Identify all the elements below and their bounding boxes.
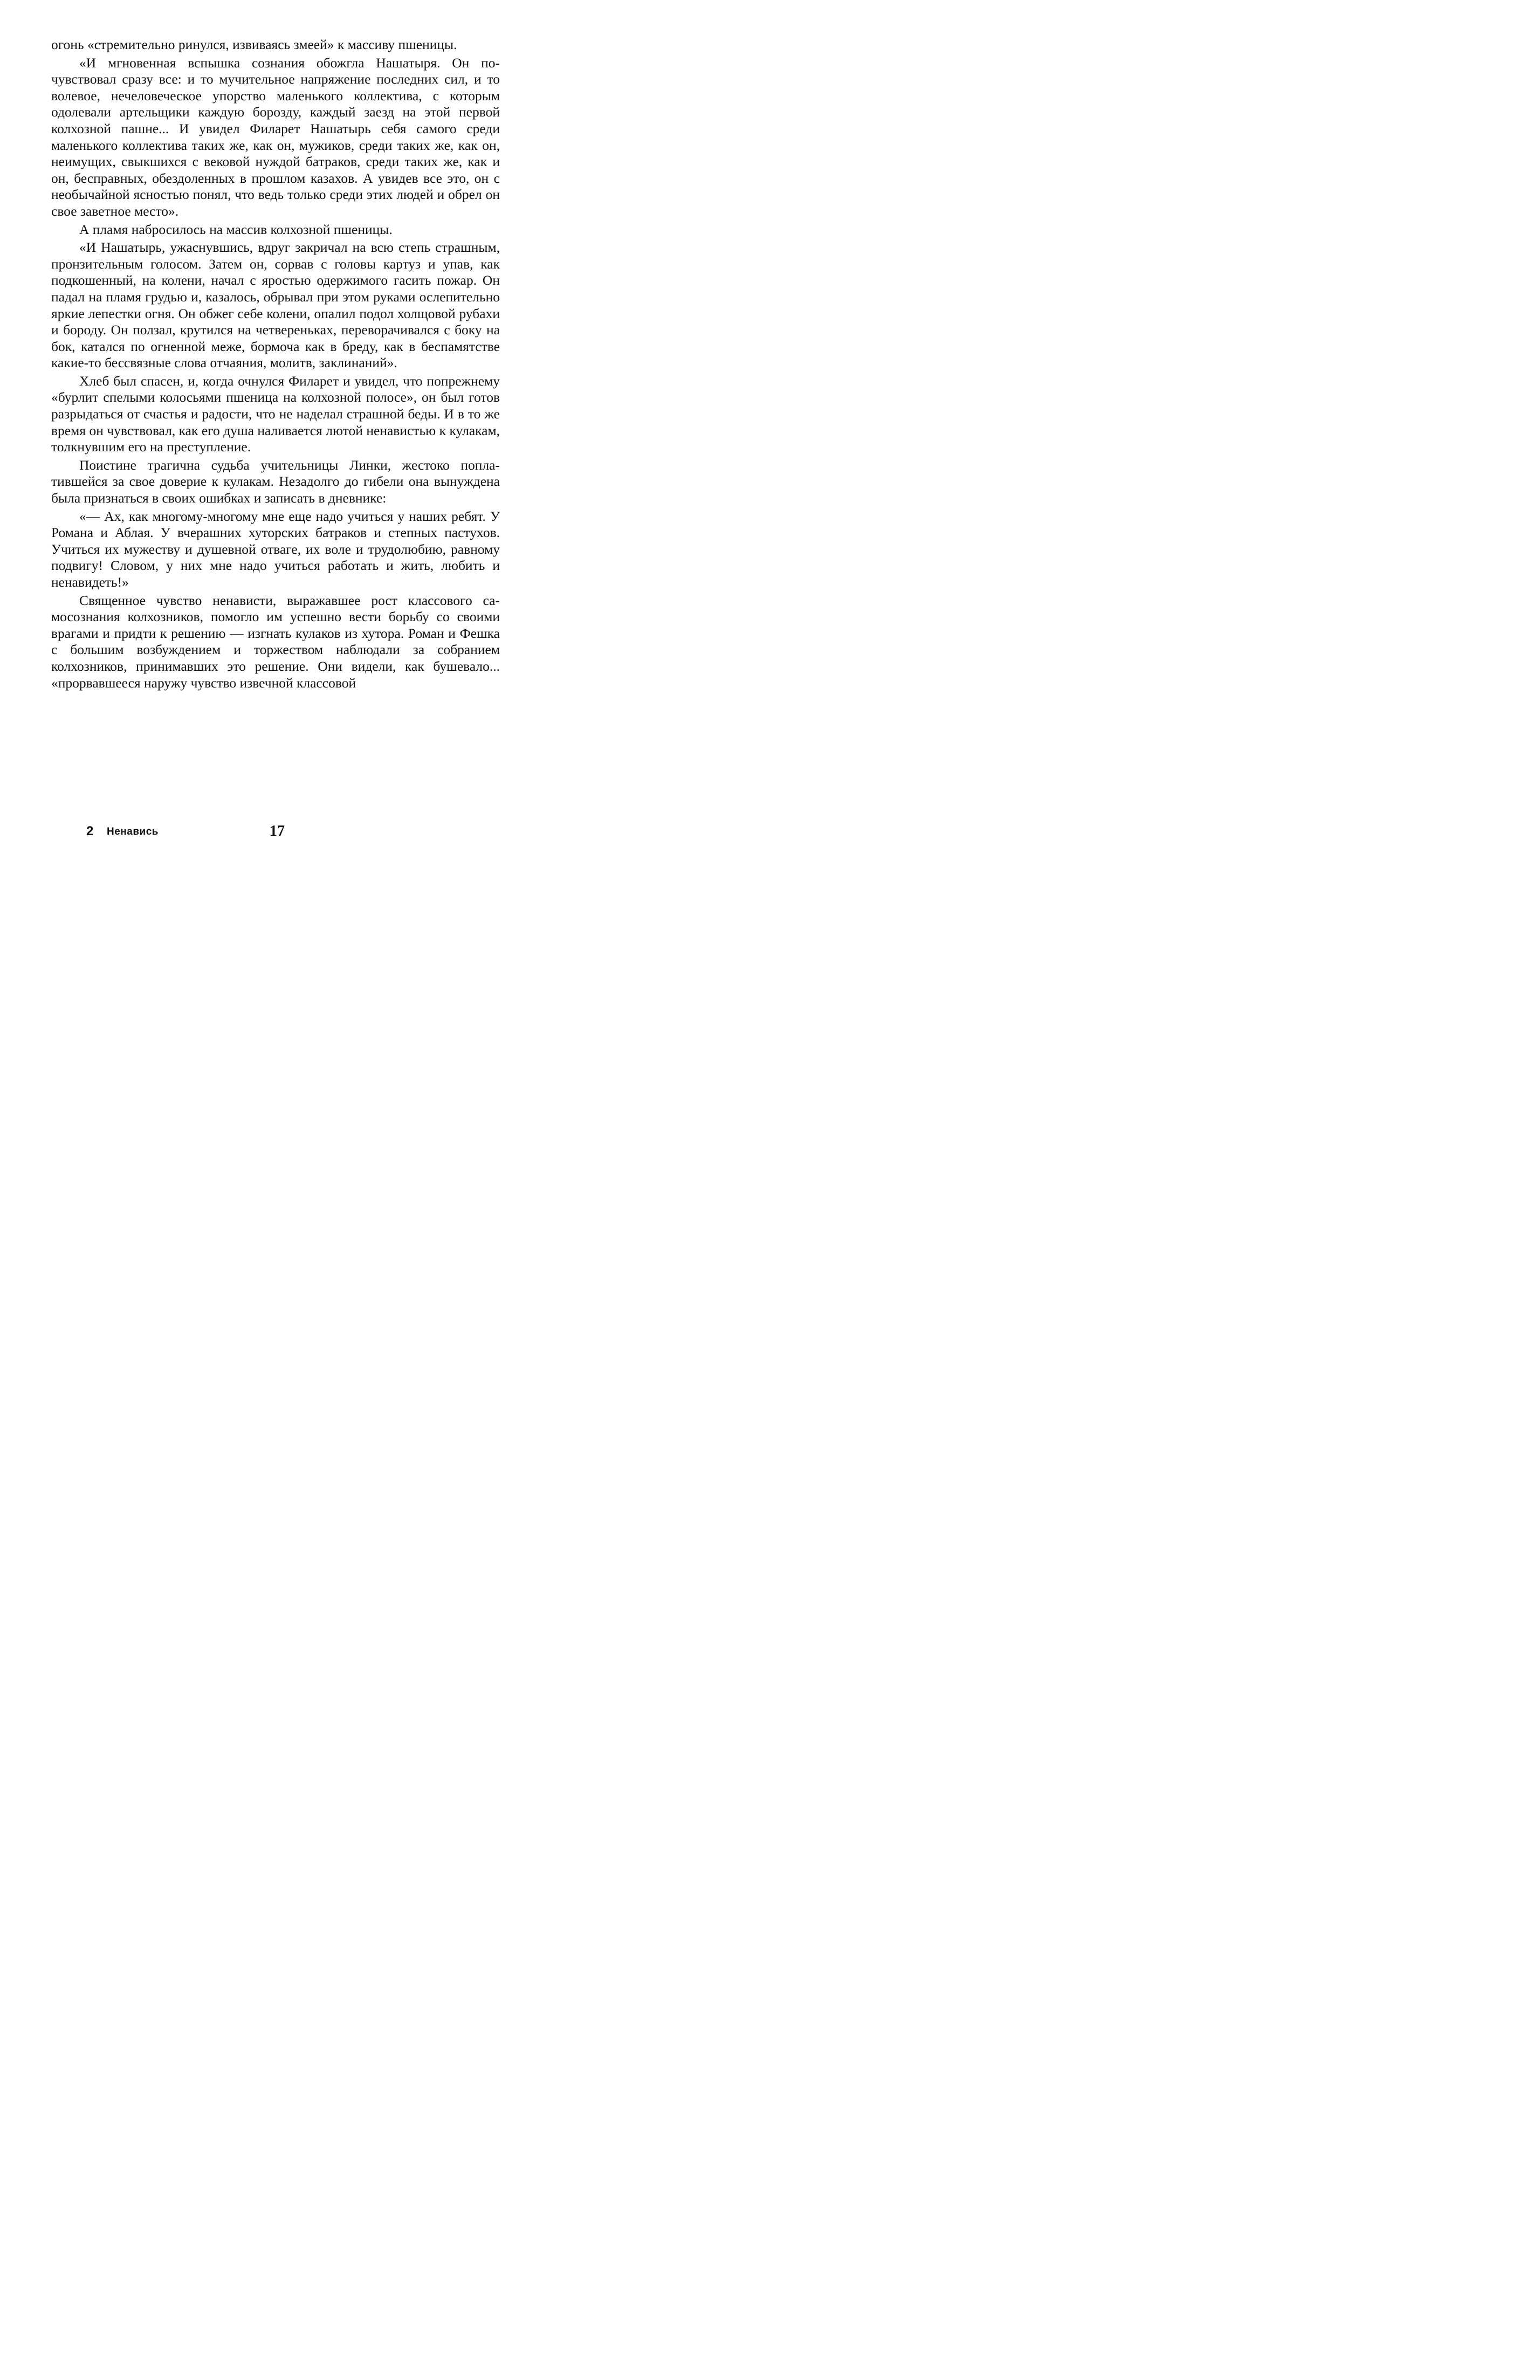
- signature-number: 2: [86, 824, 94, 838]
- signature-title: Ненавись: [107, 826, 159, 837]
- paragraph-1: огонь «стремительно ринулся, извиваясь змеей» к массиву пшеницы.: [51, 37, 457, 52]
- paragraph-3: А пламя набросилось на массив колхозной пшеницы.: [79, 221, 393, 237]
- diary-quote: «— Ах, как многому-многому мне еще надо учиться у наших ребят. У Романа и Аблая. У вчерашних хуторских батраков и степных пастухов. Учиться их мужеству и душевной отваге, их воле и трудолюбию, равному подвигу! Словом, у них мне надо учиться работать и жить, любить и ненавидеть!»: [51, 508, 500, 590]
- book-page: [0, 0, 552, 854]
- page-footer: [0, 822, 552, 843]
- page-number: 17: [270, 823, 285, 840]
- paragraph-8: Священное чувство ненависти, выражавшее рост классового самосознания колхозников, помогло им успешно вести борьбу со своими врагами и придти к решению — изгнать кулаков из хутора. Роман и Фешка с большим возбуждением и торжеством наблюдали за собранием колхозников, принимавших это решение. Они видели, как бушевало... «прорвавшееся наружу чувство извечной классовой: [51, 592, 500, 691]
- paragraph-4: «И Нашатырь, ужаснувшись, вдруг закричал на всю степь страшным, пронзительным голосом. Затем он, сорвав с головы картуз и упав, как подкошенный, на колени, начал с яростью одержимого гасить пожар. Он падал на пламя грудью и, казалось, обрывал при этом руками ослепительно яркие лепестки огня. Он обжег себе колени, опалил подол холщовой рубахи и бороду. Он ползал, крутился на четвереньках, переворачивался с боку на бок, катался по огненной меже, бормоча как в бреду, как в беспамятстве какие-то бессвязные слова отчаяния, молитв, заклинаний».: [51, 239, 500, 371]
- paragraph-6: Поистине трагична судьба учительницы Линки, жестоко поплатившейся за свое доверие к кулакам. Незадолго до гибели она вынуждена была признаться в своих ошибках и записать в дневнике:: [51, 457, 500, 506]
- body-text: [51, 37, 500, 693]
- paragraph-5: Хлеб был спасен, и, когда очнулся Филарет и увидел, что попрежнему «бурлит спелыми колосьями пшеница на колхозной полосе», он был готов разрыдаться от счастья и радости, что не наделал страшной беды. И в то же время он чувствовал, как его душа наливается лютой ненавистью к кулакам, толкнувшим его на преступление.: [51, 373, 500, 455]
- paragraph-2: «И мгновенная вспышка сознания обожгла Нашатыря. Он почувствовал сразу все: и то мучительное напряжение последних сил, и то волевое, нечеловеческое упорство маленького коллектива, с которым одолевали артельщики каждую борозду, каждый заезд на этой первой колхозной пашне... И увидел Филарет Нашатырь себя самого среди маленького коллектива таких же, как он, мужиков, среди таких же, как он, неимущих, свыкшихся с вековой нуждой батраков, среди таких же, как и он, бесправных, обездоленных в прошлом казахов. А увидев все это, он с необычайной ясностью понял, что ведь только среди этих людей и обрел он свое заветное место».: [51, 54, 500, 219]
